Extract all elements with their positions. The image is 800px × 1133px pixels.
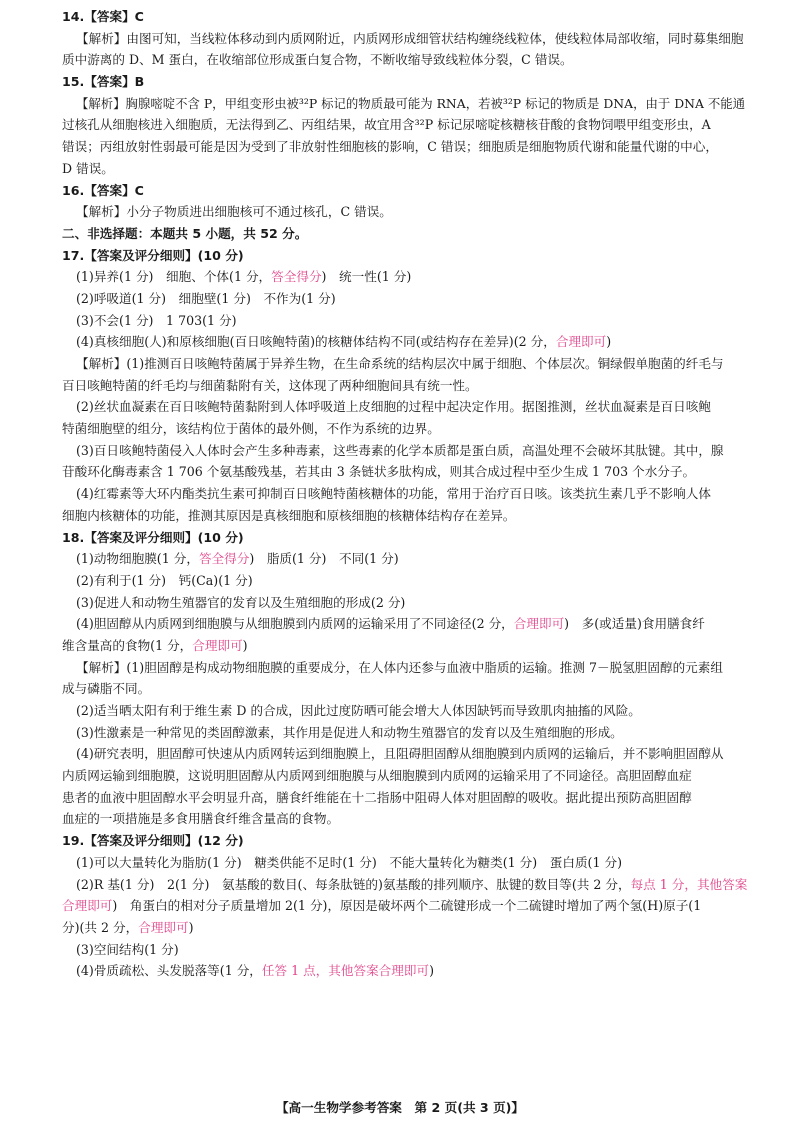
grading-note: 答全得分 <box>271 269 322 285</box>
q18-answer-1 <box>62 548 748 570</box>
analysis-line: 【解析】胸腺嘧啶不含 P，甲组变形虫被³²P 标记的物质最可能为 RNA，若被³²P 标记的物质是 DNA，由于 DNA 不能通 <box>76 95 746 111</box>
analysis-line: (4)红霉素等大环内酯类抗生素可抑制百日咳鲍特菌核糖体的功能，常用于治疗百日咳。该类抗生素几乎不影响人体 <box>76 486 711 502</box>
answer-text: ) 多(或适量)食用膳食纤 <box>564 616 705 632</box>
q18-answer-3: (3)促进人和动物生殖器官的发育以及生殖细胞的形成(2 分) <box>76 594 406 610</box>
grading-note: 合理即可 <box>138 919 189 935</box>
q19-answer-3: (3)空间结构(1 分) <box>76 941 179 957</box>
answer-text: ) <box>242 637 248 653</box>
q19-answer-2-cont <box>62 917 748 939</box>
q18-analysis <box>62 657 748 831</box>
q16-analysis: 【解析】小分子物质进出细胞核可不通过核孔，C 错误。 <box>76 204 392 220</box>
q17-answer-2: (2)呼吸道(1 分) 细胞壁(1 分) 不作为(1 分) <box>76 290 336 306</box>
analysis-line: 【解析】(1)胆固醇是构成动物细胞膜的重要成分，在人体内还参与血液中脂质的运输。推测 7－脱氢胆固醇的元素组 <box>76 659 723 675</box>
page-footer: 【高一生物学参考答案 第 2 页(共 3 页)】 <box>275 1100 525 1115</box>
analysis-line: (3)百日咳鲍特菌侵入人体时会产生多种毒素，这些毒素的化学本质都是蛋白质，高温处理不会破坏其肽键。其中，腺 <box>76 442 724 458</box>
q14-analysis <box>62 28 748 71</box>
analysis-line: 内质网运输到细胞膜，这说明胆固醇从内质网到细胞膜与从细胞膜到内质网的运输采用了不同途径。高胆固醇血症 <box>62 768 692 784</box>
analysis-line: 特菌细胞壁的组分，该结构位于菌体的最外侧，不作为系统的边界。 <box>62 421 440 437</box>
analysis-line: D 错误。 <box>62 160 114 176</box>
answer-text: (4)胆固醇从内质网到细胞膜与从细胞膜到内质网的运输采用了不同途径(2 分， <box>76 616 514 632</box>
q19-header: 19.【答案及评分细则】(12 分) <box>62 833 244 849</box>
q17-header: 17.【答案及评分细则】(10 分) <box>62 247 244 263</box>
answer-text: 维含量高的食物(1 分， <box>62 637 193 653</box>
q14-answer: 14.【答案】C <box>62 9 144 24</box>
answer-text: (1)异养(1 分) 细胞、个体(1 分， <box>76 269 272 285</box>
q17-answer-4 <box>62 331 748 353</box>
q15-analysis <box>62 93 748 180</box>
grading-note: 每点 1 分，其他答案 <box>630 876 748 892</box>
q18-answer-2: (2)有利于(1 分) 钙(Ca)(1 分) <box>76 572 253 588</box>
grading-note: 合理即可 <box>62 898 113 914</box>
analysis-line: (2)适当晒太阳有利于维生素 D 的合成，因此过度防晒可能会增大人体因缺钙而导致肌肉抽搐的风险。 <box>76 703 641 718</box>
analysis-line: 【解析】(1)推测百日咳鲍特菌属于异养生物，在生命系统的结构层次中属于细胞、个体层次。铜绿假单胞菌的纤毛与 <box>76 356 724 371</box>
answer-text: (4)骨质疏松、头发脱落等(1 分， <box>76 963 262 979</box>
grading-note: 合理即可 <box>555 334 607 350</box>
answer-text: (4)真核细胞(人)和原核细胞(百日咳鲍特菌)的核糖体结构不同(或结构存在差异)(2 分， <box>76 334 556 350</box>
q17-analysis <box>62 353 748 527</box>
q17-answer-3: (3)不会(1 分) 1 703(1 分) <box>76 312 237 328</box>
q19-answer-4 <box>62 960 748 982</box>
analysis-line: 过核孔从细胞核进入细胞质，无法得到乙、丙组结果，故宜用含³²P 标记尿嘧啶核糖核苷酸的食物饲喂甲组变形虫，A <box>62 117 711 133</box>
q15-answer: 15.【答案】B <box>62 74 145 90</box>
q17-answer-1 <box>62 266 748 288</box>
analysis-line: 苷酸环化酶毒素含 1 706 个氨基酸残基，若其由 3 条链状多肽构成，则其合成过程中至少生成 1 703 个水分子。 <box>62 464 696 480</box>
answer-text: (2)R 基(1 分) 2(1 分) 氨基酸的数目(、每条肽链的)氨基酸的排列顺序、肽键的数目等(共 2 分， <box>76 876 631 892</box>
q16-answer: 16.【答案】C <box>62 182 144 198</box>
analysis-line: 成与磷脂不同。 <box>62 681 151 697</box>
grading-note: 合理即可 <box>513 616 565 632</box>
analysis-line: 【解析】由图可知，当线粒体移动到内质网附近，内质网形成细管状结构缠绕线粒体，使线粒体局部收缩，同时募集细胞 <box>76 30 744 46</box>
analysis-line: 百日咳鲍特菌的纤毛均与细菌黏附有关，这体现了两种细胞间具有统一性。 <box>62 377 478 393</box>
analysis-line: (4)研究表明，胆固醇可快速从内质网转运到细胞膜上，且阻碍胆固醇从细胞膜到内质网的运输后，并不影响胆固醇从 <box>76 746 724 762</box>
analysis-line: 质中游离的 D、M 蛋白，在收缩部位形成蛋白复合物，不断收缩导致线粒体分裂，C 错误。 <box>62 52 573 68</box>
q19-answer-2 <box>62 874 748 896</box>
grading-note: 答全得分 <box>198 551 250 567</box>
section-heading: 二、非选择题：本题共 5 小题，共 52 分。 <box>62 225 308 241</box>
analysis-line: 患者的血液中胆固醇水平会明显升高，膳食纤维能在十二指肠中阻碍人体对胆固醇的吸收。据此提出预防高胆固醇 <box>62 789 692 805</box>
analysis-line: (2)丝状血凝素在百日咳鲍特菌黏附到人体呼吸道上皮细胞的过程中起决定作用。据图推测，丝状血凝素是百日咳鲍 <box>76 399 711 415</box>
q19-answer-1: (1)可以大量转化为脂肪(1 分) 糖类供能不足时(1 分) 不能大量转化为糖类(1 分) 蛋白质(1 分) <box>76 854 622 870</box>
answer-text: ) 角蛋白的相对分子质量增加 2(1 分)，原因是破坏两个二硫键形成一个二硫键时增加了两个氢(H)原子(1 <box>112 898 702 914</box>
answer-text: ) <box>429 963 434 979</box>
analysis-line: 血症的一项措施是多食用膳食纤维含量高的食物。 <box>62 811 340 827</box>
answer-text: ) 脂质(1 分) 不同(1 分) <box>249 551 399 567</box>
q18-answer-4-cont <box>62 635 748 657</box>
answer-text: ) <box>188 919 194 935</box>
grading-note: 合理即可 <box>192 637 243 653</box>
q18-answer-4 <box>62 613 748 635</box>
answer-page <box>62 6 748 982</box>
q18-header: 18.【答案及评分细则】(10 分) <box>62 529 244 545</box>
answer-text: 分)(共 2 分， <box>62 919 139 935</box>
answer-text: ) <box>606 334 612 350</box>
analysis-line: 细胞内核糖体的功能，推测其原因是真核细胞和原核细胞的核糖体结构存在差异。 <box>62 507 516 523</box>
analysis-line: 错误；丙组放射性弱最可能是因为受到了非放射性细胞核的影响，C 错误；细胞质是细胞物质代谢和能量代谢的中心， <box>62 139 718 155</box>
analysis-line: (3)性激素是一种常见的类固醇激素，其作用是促进人和动物生殖器官的发育以及生殖细胞的形成。 <box>76 724 623 740</box>
answer-text: (1)动物细胞膜(1 分， <box>76 551 199 567</box>
grading-note: 任答 1 点，其他答案合理即可 <box>261 963 430 979</box>
q19-answer-2-cont <box>62 895 748 917</box>
answer-text: ) 统一性(1 分) <box>321 269 412 285</box>
